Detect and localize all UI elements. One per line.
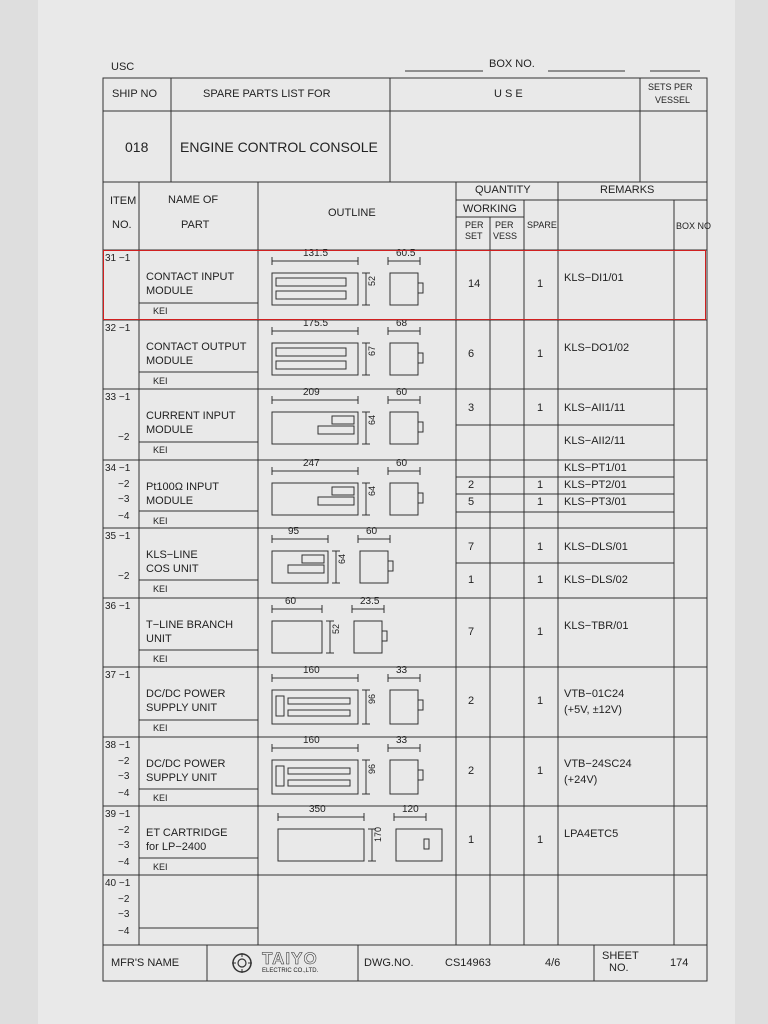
dimension-width: 160 — [303, 735, 320, 746]
maker-label: KEI — [153, 516, 168, 526]
col-box-no: BOX NO — [676, 221, 712, 231]
part-name: SUPPLY UNIT — [146, 772, 218, 784]
col-per-vess-2: VESS — [493, 231, 518, 241]
item-number: −3 — [118, 840, 130, 851]
remark: KLS−PT3/01 — [564, 496, 627, 508]
dimension-width: 160 — [303, 665, 320, 676]
selection-highlight — [103, 250, 706, 320]
remark: VTB−01C24 — [564, 688, 625, 700]
qty-per-set: 5 — [468, 496, 475, 508]
col-quantity: QUANTITY — [475, 184, 531, 196]
dimension-height: 52 — [331, 623, 341, 634]
sheet-label: SHEET — [602, 950, 639, 962]
remark-detail: (+5V, ±12V) — [564, 704, 622, 716]
part-name: KLS−LINE — [146, 549, 198, 561]
remark: KLS−DI1/01 — [564, 272, 624, 284]
item-number: −4 — [118, 511, 130, 522]
maker-label: KEI — [153, 723, 168, 733]
dimension-side: 23.5 — [360, 596, 380, 607]
qty-spare: 1 — [537, 479, 544, 491]
maker-label: KEI — [153, 376, 168, 386]
qty-per-set: 7 — [468, 541, 475, 553]
item-number: 34 −1 — [105, 463, 131, 474]
col-part: PART — [181, 219, 210, 231]
outline-drawing — [258, 387, 456, 458]
qty-per-set: 14 — [468, 278, 481, 290]
part-name: ET CARTRIDGE — [146, 827, 228, 839]
dimension-width: 95 — [288, 526, 300, 537]
item-number: −2 — [118, 825, 130, 836]
item-number: 32 −1 — [105, 323, 131, 334]
item-number: −3 — [118, 771, 130, 782]
maker-label: KEI — [153, 306, 168, 316]
remark: KLS−AII2/11 — [564, 435, 626, 447]
qty-per-set: 2 — [468, 695, 475, 707]
mfr-name-label: MFR'S NAME — [111, 957, 180, 969]
outline-drawing — [258, 318, 456, 389]
part-name: COS UNIT — [146, 563, 199, 575]
part-name: for LP−2400 — [146, 841, 207, 853]
qty-per-set: 2 — [468, 765, 475, 777]
dimension-height: 96 — [367, 693, 377, 704]
item-number: −3 — [118, 909, 130, 920]
qty-per-set: 3 — [468, 402, 475, 414]
item-number: −3 — [118, 494, 130, 505]
qty-spare: 1 — [537, 626, 544, 638]
dimension-side: 33 — [396, 665, 408, 676]
dimension-side: 60 — [366, 526, 378, 537]
item-number: 39 −1 — [105, 809, 131, 820]
dimension-height: 67 — [367, 345, 377, 356]
qty-per-set: 7 — [468, 626, 475, 638]
part-name: MODULE — [146, 424, 194, 436]
item-number: −4 — [118, 857, 130, 868]
ship-no-value: 018 — [125, 139, 149, 155]
outline-drawing — [258, 596, 456, 667]
outline-drawing — [258, 735, 456, 806]
dimension-side: 60 — [396, 387, 408, 398]
item-number: 38 −1 — [105, 740, 131, 751]
maker-label: KEI — [153, 654, 168, 664]
remark: KLS−DO1/02 — [564, 342, 630, 354]
item-number: 35 −1 — [105, 531, 131, 542]
qty-spare: 1 — [537, 402, 544, 414]
part-name: MODULE — [146, 285, 194, 297]
part-name: MODULE — [146, 495, 194, 507]
col-no: NO. — [112, 219, 132, 231]
remark: KLS−PT2/01 — [564, 479, 627, 491]
qty-per-set: 1 — [468, 574, 475, 586]
item-number: −4 — [118, 788, 130, 799]
qty-spare: 1 — [537, 278, 544, 290]
remark: VTB−24SC24 — [564, 758, 632, 770]
remark: KLS−DLS/01 — [564, 541, 628, 553]
item-number: 33 −1 — [105, 392, 131, 403]
part-name: DC/DC POWER — [146, 688, 226, 700]
dimension-height: 96 — [367, 763, 377, 774]
outline-drawing — [258, 665, 456, 736]
qty-spare: 1 — [537, 541, 544, 553]
page-count: 4/6 — [545, 957, 561, 969]
dimension-side: 120 — [402, 804, 419, 815]
dimension-height: 52 — [367, 275, 377, 286]
ship-no-label: SHIP NO — [112, 88, 158, 100]
qty-spare: 1 — [537, 834, 544, 846]
maker-label: KEI — [153, 445, 168, 455]
dimension-side: 33 — [396, 735, 408, 746]
dimension-height: 170 — [373, 826, 383, 842]
col-outline: OUTLINE — [328, 207, 376, 219]
part-name: SUPPLY UNIT — [146, 702, 218, 714]
qty-spare: 1 — [537, 695, 544, 707]
item-number: 31 −1 — [105, 253, 131, 264]
col-spare: SPARE — [527, 220, 557, 230]
dimension-width: 247 — [303, 458, 320, 469]
outline-drawing — [258, 804, 456, 875]
sets-per-label: SETS PER — [648, 82, 693, 92]
item-number: −2 — [118, 479, 130, 490]
col-remarks: REMARKS — [600, 184, 655, 196]
dimension-width: 60 — [285, 596, 297, 607]
item-number: 37 −1 — [105, 670, 131, 681]
list-title: ENGINE CONTROL CONSOLE — [180, 139, 378, 155]
dimension-width: 131.5 — [303, 248, 329, 259]
part-name: CURRENT INPUT — [146, 410, 236, 422]
item-number: −2 — [118, 894, 130, 905]
qty-per-set: 1 — [468, 834, 475, 846]
remark: KLS−TBR/01 — [564, 620, 629, 632]
dimension-width: 350 — [309, 804, 326, 815]
spare-parts-list-for-label: SPARE PARTS LIST FOR — [203, 88, 331, 100]
col-per-set-1: PER — [465, 220, 484, 230]
col-working: WORKING — [463, 203, 517, 215]
qty-spare: 1 — [537, 496, 544, 508]
item-number: 36 −1 — [105, 601, 131, 612]
qty-spare: 1 — [537, 574, 544, 586]
taiyo-logo-icon — [230, 952, 254, 974]
item-number: −4 — [118, 926, 130, 937]
dwg-no-value: CS14963 — [445, 957, 491, 969]
part-name: T−LINE BRANCH — [146, 619, 234, 631]
remark: LPA4ETC5 — [564, 828, 619, 840]
item-number: −2 — [118, 571, 130, 582]
remark-detail: (+24V) — [564, 774, 598, 786]
outline-drawing — [258, 526, 456, 597]
dimension-width: 175.5 — [303, 318, 329, 329]
remark: KLS−PT1/01 — [564, 462, 627, 474]
part-name: CONTACT INPUT — [146, 271, 235, 283]
qty-spare: 1 — [537, 765, 544, 777]
part-name: MODULE — [146, 355, 194, 367]
dwg-no-label: DWG.NO. — [364, 957, 414, 969]
maker-label: KEI — [153, 862, 168, 872]
taiyo-logo-sub: ELECTRIC CO.,LTD. — [262, 968, 319, 974]
qty-per-set: 2 — [468, 479, 475, 491]
item-number: −2 — [118, 432, 130, 443]
dimension-side: 60 — [396, 458, 408, 469]
sheet-no-value: 174 — [670, 957, 689, 969]
col-item: ITEM — [110, 195, 137, 207]
dimension-width: 209 — [303, 387, 320, 398]
maker-label: KEI — [153, 584, 168, 594]
item-number: 40 −1 — [105, 878, 131, 889]
dimension-height: 64 — [367, 485, 377, 496]
col-name-of: NAME OF — [168, 194, 219, 206]
maker-label: KEI — [153, 793, 168, 803]
qty-per-set: 6 — [468, 348, 475, 360]
item-number: −2 — [118, 756, 130, 767]
col-per-set-2: SET — [465, 231, 483, 241]
part-name: CONTACT OUTPUT — [146, 341, 247, 353]
remark: KLS−DLS/02 — [564, 574, 628, 586]
outline-drawing — [258, 458, 456, 529]
part-name: DC/DC POWER — [146, 758, 226, 770]
use-label: U S E — [494, 88, 523, 100]
part-name: Pt100Ω INPUT — [146, 481, 220, 493]
col-per-vess-1: PER — [495, 220, 514, 230]
vessel-label: VESSEL — [655, 95, 691, 105]
sheet-no-label: NO. — [609, 962, 629, 974]
taiyo-logo-text: TAIYO — [262, 949, 318, 968]
dimension-side: 68 — [396, 318, 408, 329]
qty-spare: 1 — [537, 348, 544, 360]
dimension-height: 64 — [337, 553, 347, 564]
dimension-side: 60.5 — [396, 248, 416, 259]
dimension-height: 64 — [367, 414, 377, 425]
part-name: UNIT — [146, 633, 172, 645]
usc-label: USC — [111, 61, 135, 73]
box-no-label: BOX NO. — [489, 58, 535, 70]
remark: KLS−AII1/11 — [564, 402, 626, 414]
